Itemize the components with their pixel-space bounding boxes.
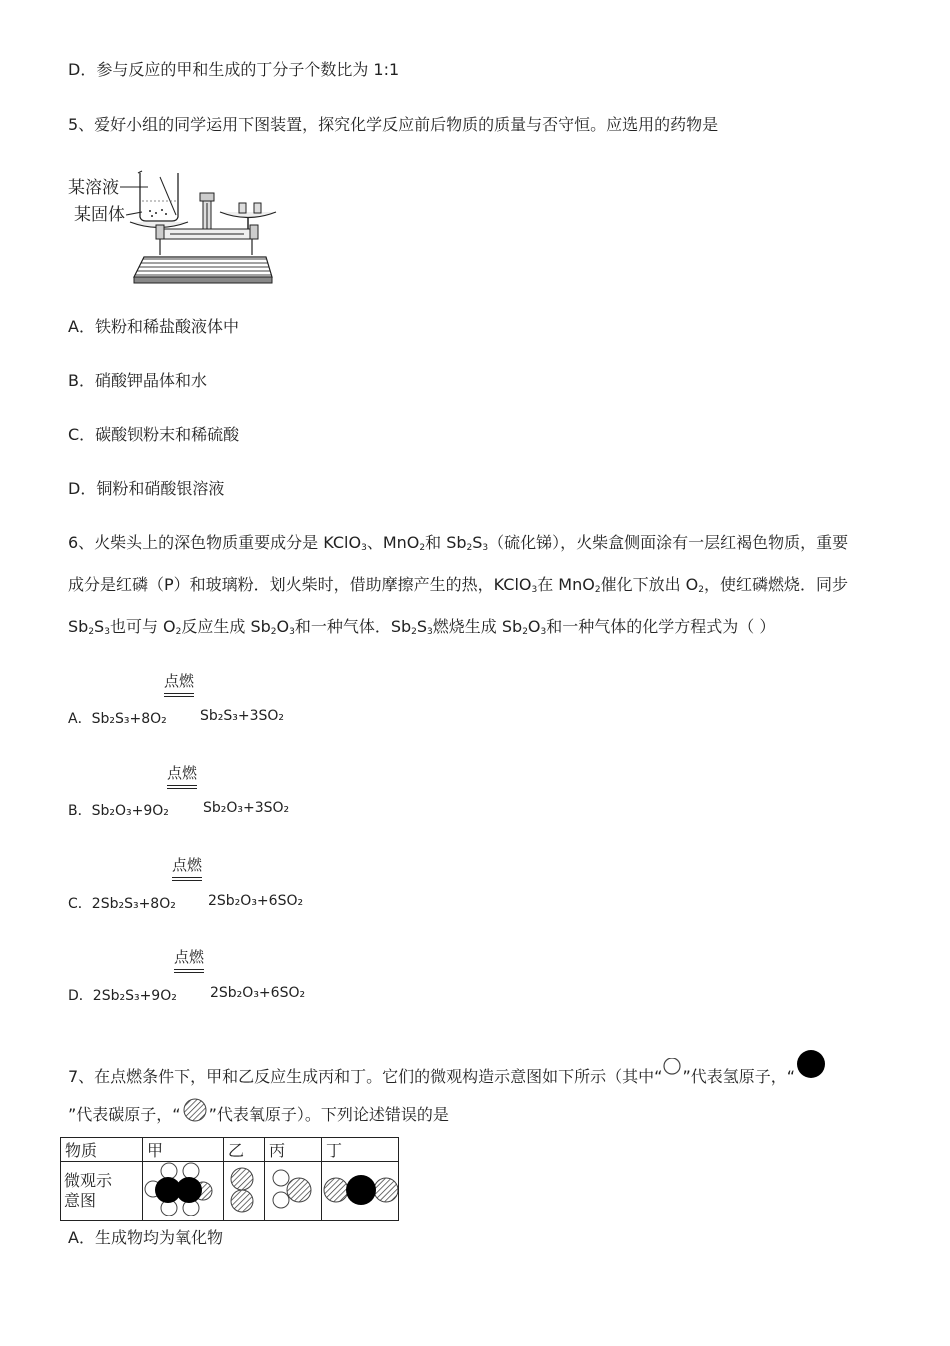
molecule-yi: [224, 1162, 265, 1221]
table-header-yi: 乙: [224, 1138, 265, 1162]
q6-stem-line3: $Sb_2S_3$也可与 $O_2$反应生成 $Sb_2O_3$和一种气体．$Sb_2S_3$燃烧生成 $Sb_2O_3$和一种气体的化学方程式为（ ）: [68, 617, 776, 637]
q5-stem: 5、爱好小组的同学运用下图装置，探究化学反应前后物质的质量与否守恒。应选用的药物是: [68, 115, 719, 134]
balance-apparatus-figure: [66, 165, 278, 285]
q7-stem-line1: 7、在点燃条件下，甲和乙反应生成丙和丁。它们的微观构造示意图如下所示（其中“ ”代表氢原子，“: [68, 1048, 827, 1088]
q5-option-b: B．硝酸钾晶体和水: [68, 371, 207, 390]
q6-stem-line1: 6、火柴头上的深色物质重要成分是 KClO$_3$、MnO$_2$和 $Sb_2S_3$（硫化锑），火柴盒侧面涂有一层红褐色物质，重要: [68, 533, 849, 553]
q6-option-d: D．2Sb₂S₃+9O₂: [68, 988, 177, 1004]
q6-option-a: A．Sb₂S₃+8O₂: [68, 711, 167, 727]
label-solution: 某溶液: [68, 178, 119, 198]
q4-option-d: D．参与反应的甲和生成的丁分子个数比为 1:1: [68, 60, 400, 79]
q6-option-b-products: Sb₂O₃+3SO₂: [203, 800, 290, 816]
table-header-ding: 丁: [322, 1138, 399, 1162]
molecule-bing: [265, 1162, 322, 1221]
q6-option-a-products: Sb₂S₃+3SO₂: [200, 708, 285, 724]
q6-option-c: C．2Sb₂S₃+8O₂: [68, 896, 176, 912]
oxygen-atom-icon: [181, 1098, 209, 1124]
q6-stem-line2: 成分是红磷（P）和玻璃粉．划火柴时，借助摩擦产生的热，KClO$_3$在 MnO$_2$催化下放出 $O_2$，使红磷燃烧．同步: [68, 575, 849, 595]
table-row-label: 微观示 意图: [61, 1162, 143, 1221]
q5-option-d: D．铜粉和硝酸银溶液: [68, 479, 225, 498]
molecule-table: [60, 1137, 399, 1221]
condition-ignite-b: 点燃: [167, 762, 197, 786]
table-header-substance: 物质: [61, 1138, 143, 1162]
table-header-bing: 丙: [265, 1138, 322, 1162]
q5-option-a: A．铁粉和稀盐酸液体中: [68, 317, 239, 336]
molecule-jia: [143, 1162, 224, 1221]
q6-option-d-products: 2Sb₂O₃+6SO₂: [210, 985, 306, 1001]
condition-ignite-d: 点燃: [174, 946, 204, 970]
carbon-atom-icon: [795, 1048, 827, 1080]
condition-ignite-a: 点燃: [164, 670, 194, 694]
q7-option-a: A．生成物均为氧化物: [68, 1228, 223, 1247]
molecule-ding: [322, 1162, 399, 1221]
q6-option-c-products: 2Sb₂O₃+6SO₂: [208, 893, 304, 909]
condition-ignite-c: 点燃: [172, 854, 202, 878]
q7-stem-line2: ”代表碳原子，“ ”代表氧原子）。下列论述错误的是: [68, 1098, 449, 1126]
q5-option-c: C．碳酸钡粉末和稀硫酸: [68, 425, 240, 444]
hydrogen-atom-icon: [662, 1058, 682, 1078]
table-header-jia: 甲: [143, 1138, 224, 1162]
q6-option-b: B．Sb₂O₃+9O₂: [68, 803, 169, 819]
label-solid: 某固体: [74, 205, 125, 225]
